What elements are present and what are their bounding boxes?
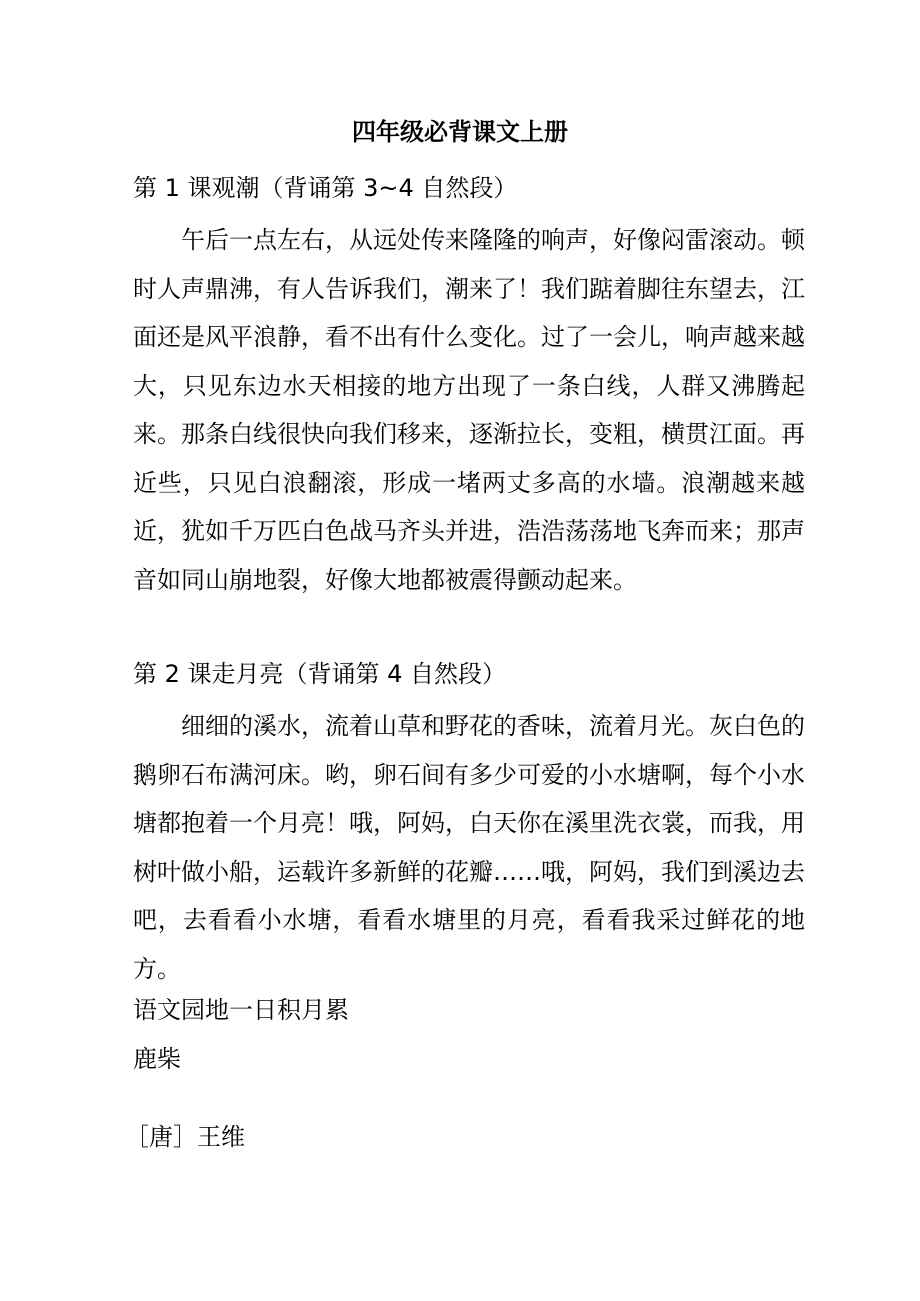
lesson-2-heading: 第 2 课走月亮（背诵第 4 自然段） (133, 660, 507, 688)
page-title: 四年级必背课文上册 (352, 118, 568, 146)
lesson-1-heading: 第 1 课观潮（背诵第 3~4 自然段） (133, 174, 518, 202)
lesson-1-paragraph-1: 午后一点左右，从远处传来隆隆的响声，好像闷雷滚动。顿时人声鼎沸，有人告诉我们，潮来了！我们踮着脚往东望去，江面还是风平浪静，看不出有什么变化。过了一会儿，响声越来越大，只见东边水天相接的地方出现了一条白线，人群又沸腾起来。 (133, 226, 805, 448)
poem-author: ［唐］王维 (125, 1123, 245, 1151)
section-heading: 语文园地一日积月累 (133, 996, 349, 1024)
poem-title: 鹿柴 (133, 1045, 181, 1073)
lesson-2-paragraph-1: 细细的溪水，流着山草和野花的香味，流着月光。灰白色的鹅卵石布满河床。哟，卵石间有多少可爱的小水塘啊，每个小水塘都抱着一个月亮！哦，阿妈，白天你在溪里洗衣裳，而我，用树叶做小船，运载许多新鲜的花瓣……哦，阿妈，我们到溪边去吧，去看看小水塘，看看水塘里的月亮，看看我采过鲜花的地方。 (133, 712, 805, 983)
lesson-1-paragraph-2: 那条白线很快向我们移来，逐渐拉长，变粗，横贯江面。再近些，只见白浪翻滚，形成一堵两丈多高的水墙。浪潮越来越近，犹如千万匹白色战马齐头并进，浩浩荡荡地飞奔而来；那声音如同山崩地裂，好像大地都被震得颤动起来。 (133, 420, 805, 594)
